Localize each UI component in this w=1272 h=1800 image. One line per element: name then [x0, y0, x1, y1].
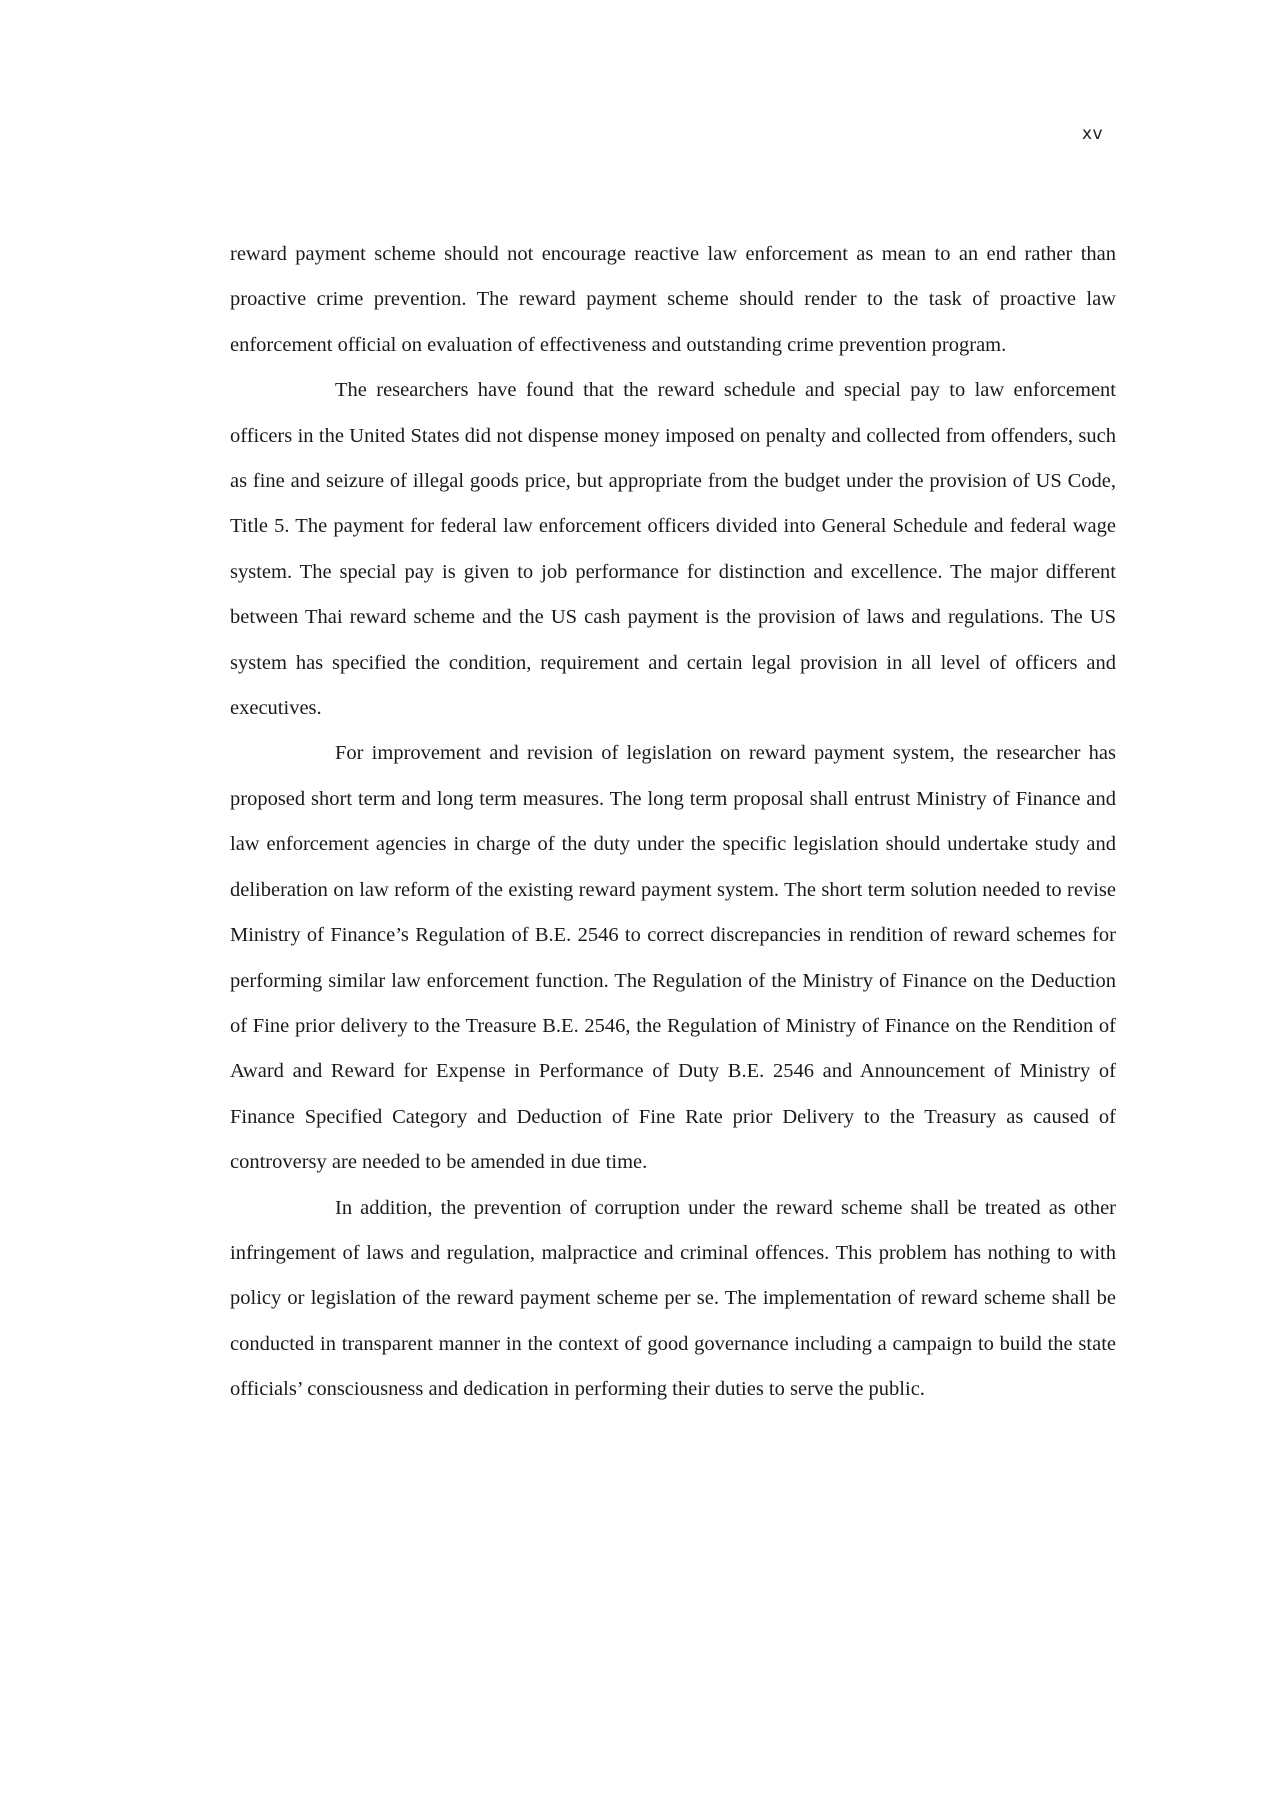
- page-number: xv: [1082, 124, 1104, 144]
- body-text: [230, 232, 1116, 1413]
- paragraph-us-findings: The researchers have found that the reward schedule and special pay to law enforcement officers in the United States did not dispense money imposed on penalty and collected from offenders, such as fine and seizure of illegal goods price, but appropriate from the budget under the provision of US Code, Title 5. The payment for federal law enforcement officers divided into General Schedule and federal wage system. The special pay is given to job performance for distinction and excellence. The major different between Thai reward scheme and the US cash payment is the provision of laws and regulations. The US system has specified the condition, requirement and certain legal provision in all level of officers and executives.: [230, 379, 1116, 720]
- paragraph-reward-scheme-intro: reward payment scheme should not encourage reactive law enforcement as mean to an end rather than proactive crime prevention. The reward payment scheme should render to the task of proactive law enforcement official on evaluation of effectiveness and outstanding crime prevention program.: [230, 243, 1116, 356]
- paragraph-corruption-prevention: In addition, the prevention of corruption under the reward scheme shall be treated as other infringement of laws and regulation, malpractice and criminal offences. This problem has nothing to with policy or legislation of the reward payment scheme per se. The implementation of reward scheme shall be conducted in transparent manner in the context of good governance including a campaign to build the state officials’ consciousness and dedication in performing their duties to serve the public.: [230, 1196, 1116, 1401]
- paragraph-improvement-proposals: For improvement and revision of legislation on reward payment system, the researcher has proposed short term and long term measures. The long term proposal shall entrust Ministry of Finance and law enforcement agencies in charge of the duty under the specific legislation should undertake study and deliberation on law reform of the existing reward payment system. The short term solution needed to revise Ministry of Finance’s Regulation of B.E. 2546 to correct discrepancies in rendition of reward schemes for performing similar law enforcement function. The Regulation of the Ministry of Finance on the Deduction of Fine prior delivery to the Treasure B.E. 2546, the Regulation of Ministry of Finance on the Rendition of Award and Reward for Expense in Performance of Duty B.E. 2546 and Announcement of Ministry of Finance Specified Category and Deduction of Fine Rate prior Delivery to the Treasury as caused of controversy are needed to be amended in due time.: [230, 742, 1116, 1174]
